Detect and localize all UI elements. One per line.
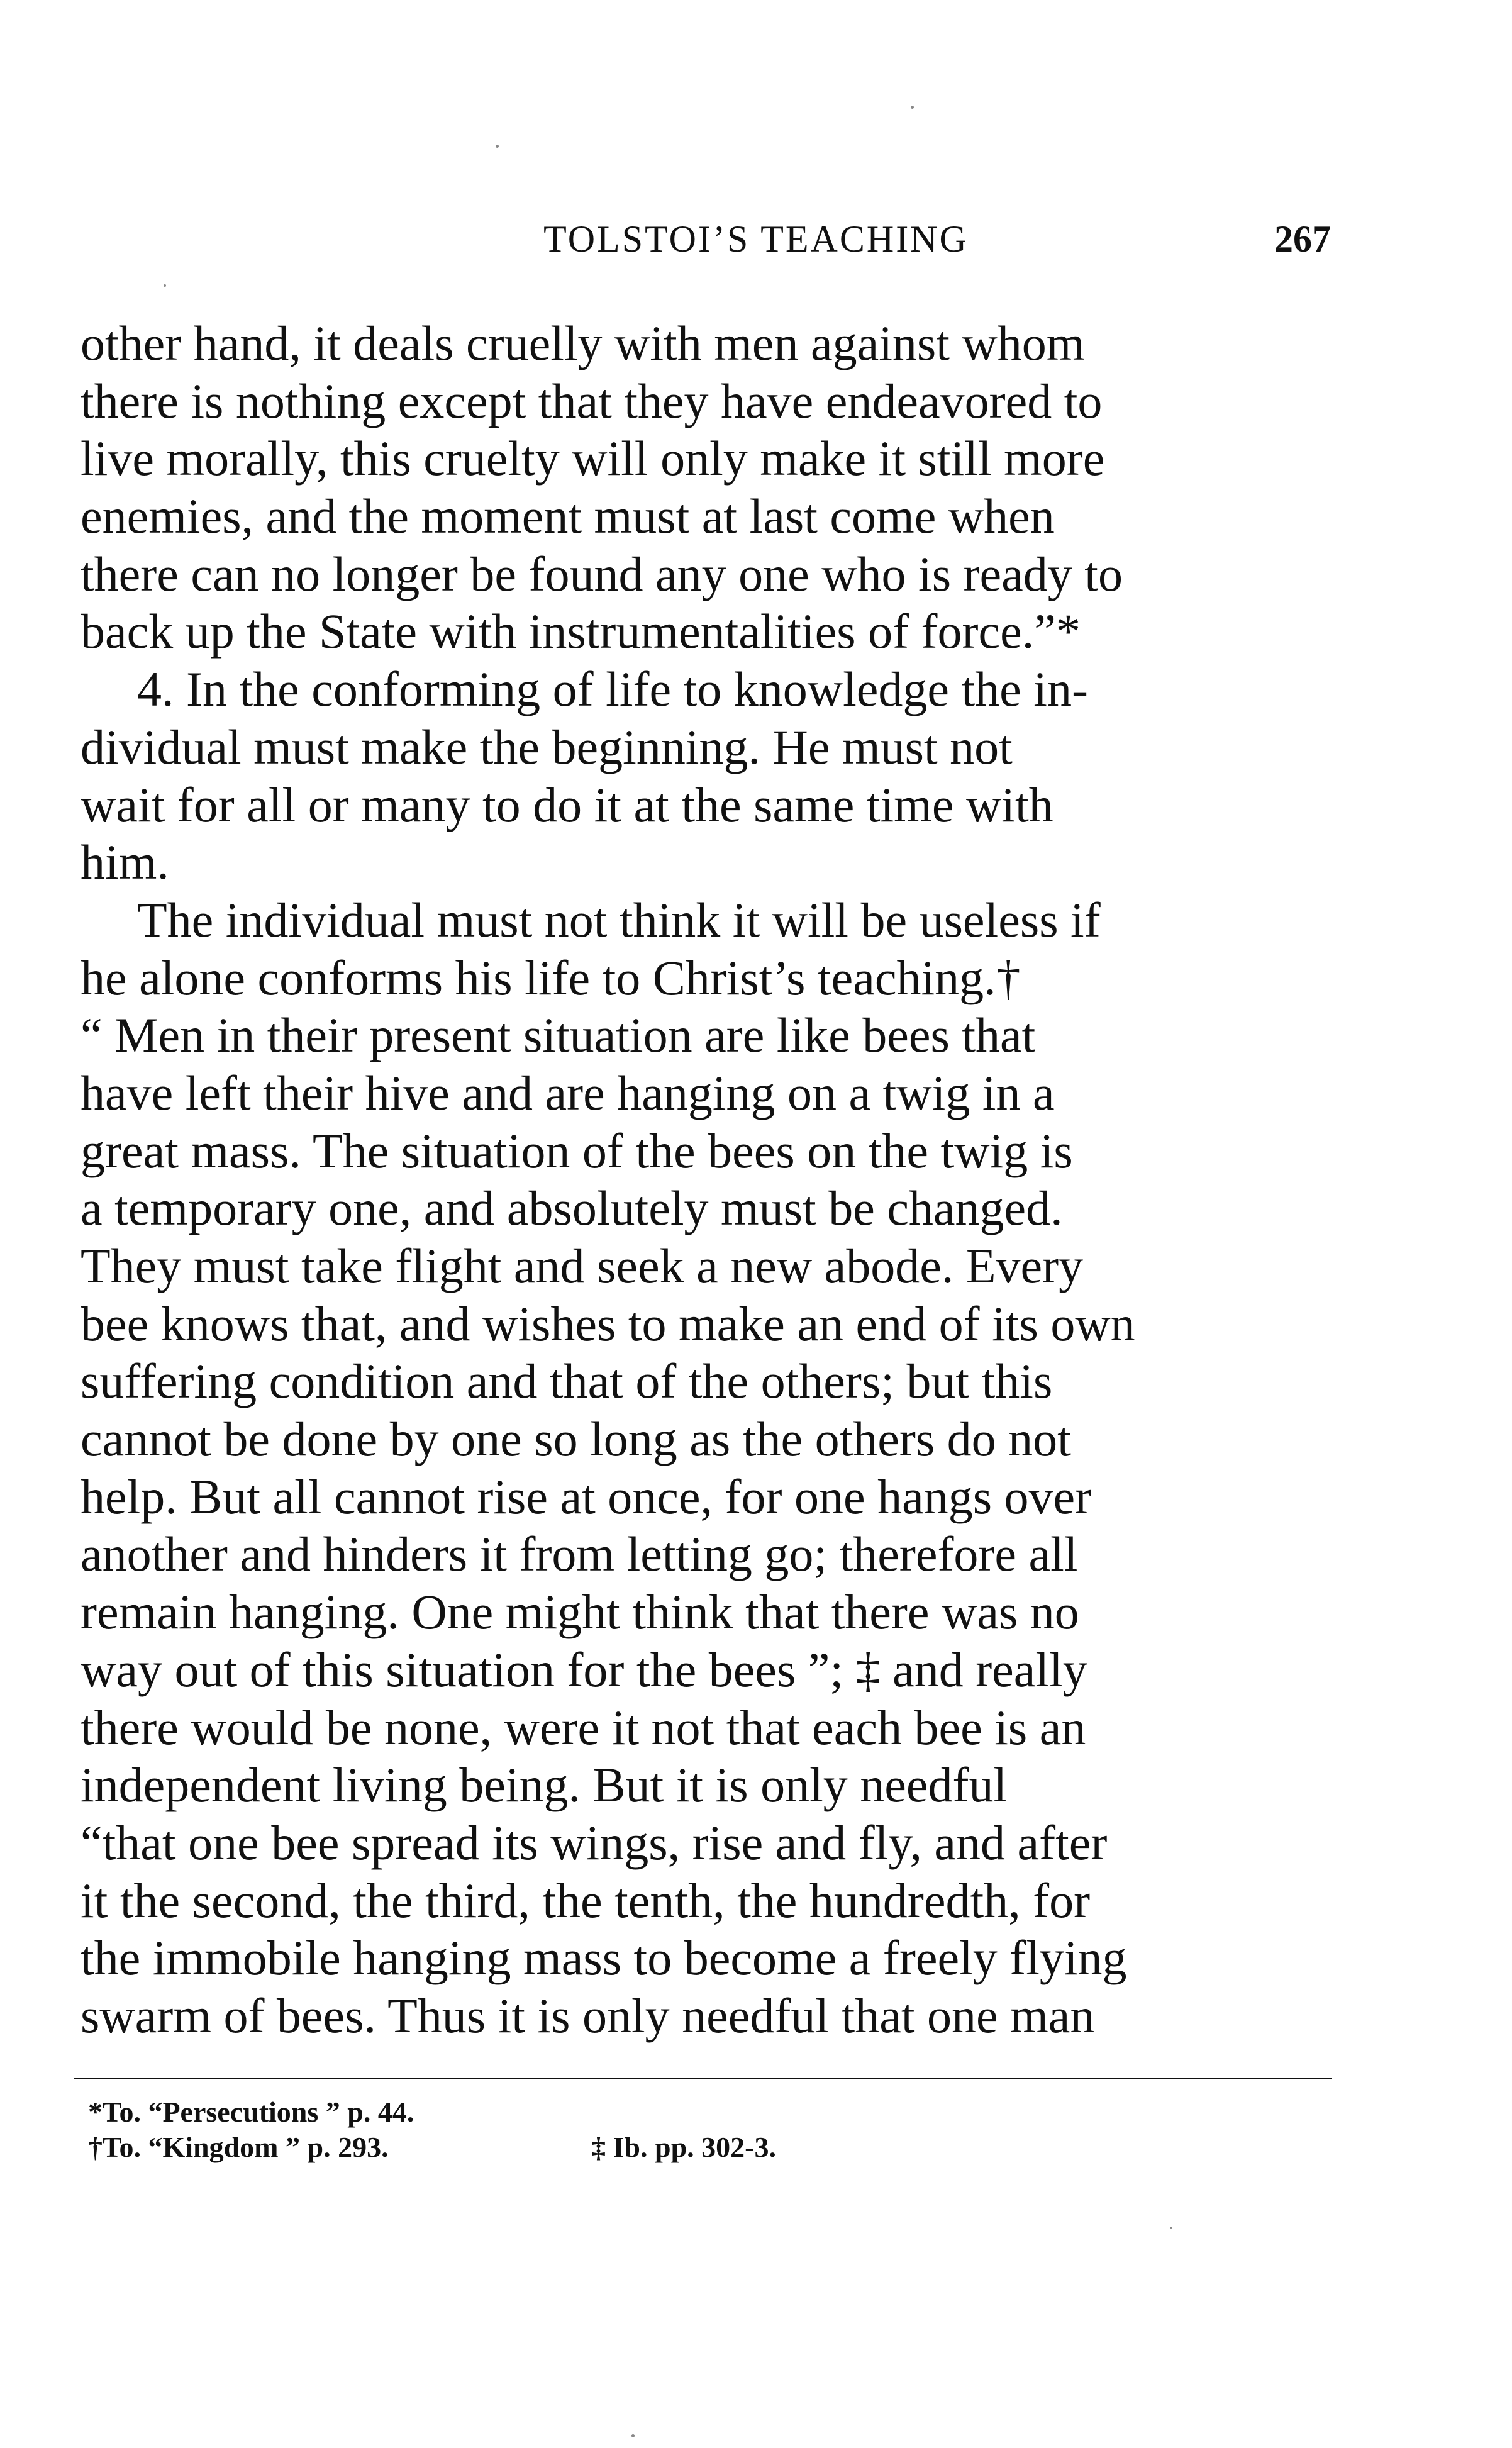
text-line: great mass. The situation of the bees on the twig is bbox=[81, 1123, 1073, 1178]
text-line: there would be none, were it not that each bee is an bbox=[81, 1700, 1086, 1755]
text-line: independent living being. But it is only needful bbox=[81, 1757, 1008, 1813]
text-line: bee knows that, and wishes to make an end of its own bbox=[81, 1296, 1135, 1351]
text-line: The individual must not think it will be useless if bbox=[137, 892, 1101, 947]
footnote-ib: ‡ Ib. pp. 302-3. bbox=[591, 2131, 776, 2163]
text-line: cannot be done by one so long as the others do not bbox=[81, 1411, 1071, 1467]
text-line: the immobile hanging mass to become a freely flying bbox=[81, 1930, 1127, 1986]
text-line: another and hinders it from letting go; therefore all bbox=[81, 1527, 1078, 1582]
text-line: live morally, this cruelty will only make it still more bbox=[81, 431, 1105, 486]
body-text bbox=[81, 314, 1326, 2045]
text-line: him. bbox=[81, 835, 169, 890]
scan-speck bbox=[496, 145, 499, 148]
text-line: remain hanging. One might think that there was no bbox=[81, 1584, 1079, 1640]
text-line: back up the State with instrumentalities of force.”* bbox=[81, 604, 1081, 659]
page-number: 267 bbox=[1274, 218, 1331, 260]
scan-speck bbox=[1170, 2227, 1172, 2229]
text-line: “ Men in their present situation are like bees that bbox=[81, 1008, 1036, 1063]
text-line: suffering condition and that of the others; but this bbox=[81, 1354, 1053, 1409]
scan-speck bbox=[164, 284, 166, 287]
text-line: swarm of bees. Thus it is only needful that one man bbox=[81, 1988, 1095, 2043]
text-line: wait for all or many to do it at the same time with bbox=[81, 777, 1053, 832]
scan-speck bbox=[911, 106, 914, 109]
footnote-rule bbox=[74, 2078, 1332, 2079]
footnotes bbox=[88, 2095, 1283, 2165]
text-line: dividual must make the beginning. He must not bbox=[81, 719, 1013, 774]
footnote-row bbox=[88, 2130, 1283, 2165]
text-line: there can no longer be found any one who is ready to bbox=[81, 546, 1123, 601]
footnote-persecutions: *To. “Persecutions ” p. 44. bbox=[88, 2096, 414, 2128]
text-line: it the second, the third, the tenth, the hundredth, for bbox=[81, 1872, 1091, 1928]
running-title: TOLSTOI’S TEACHING bbox=[543, 218, 969, 260]
text-line: 4. In the conforming of life to knowledge the in- bbox=[137, 662, 1088, 717]
text-line: he alone conforms his life to Christ’s teaching.† bbox=[81, 950, 1021, 1005]
text-line: They must take flight and seek a new abode. Every bbox=[81, 1238, 1084, 1293]
scan-speck bbox=[631, 2434, 635, 2437]
text-line: have left their hive and are hanging on a twig in a bbox=[81, 1065, 1055, 1120]
text-line: enemies, and the moment must at last come when bbox=[81, 489, 1055, 544]
text-line: there is nothing except that they have endeavored to bbox=[81, 373, 1103, 428]
text-line: “that one bee spread its wings, rise and fly, and after bbox=[81, 1815, 1108, 1870]
text-line: a temporary one, and absolutely must be changed. bbox=[81, 1181, 1063, 1236]
text-line: help. But all cannot rise at once, for one hangs over bbox=[81, 1469, 1092, 1524]
footnote-kingdom: †To. “Kingdom ” p. 293. bbox=[88, 2131, 389, 2163]
footnote-row bbox=[88, 2095, 1283, 2130]
text-line: other hand, it deals cruelly with men against whom bbox=[81, 316, 1085, 370]
running-head bbox=[0, 214, 1512, 264]
text-line: way out of this situation for the bees ”; ‡ and really bbox=[81, 1642, 1087, 1697]
